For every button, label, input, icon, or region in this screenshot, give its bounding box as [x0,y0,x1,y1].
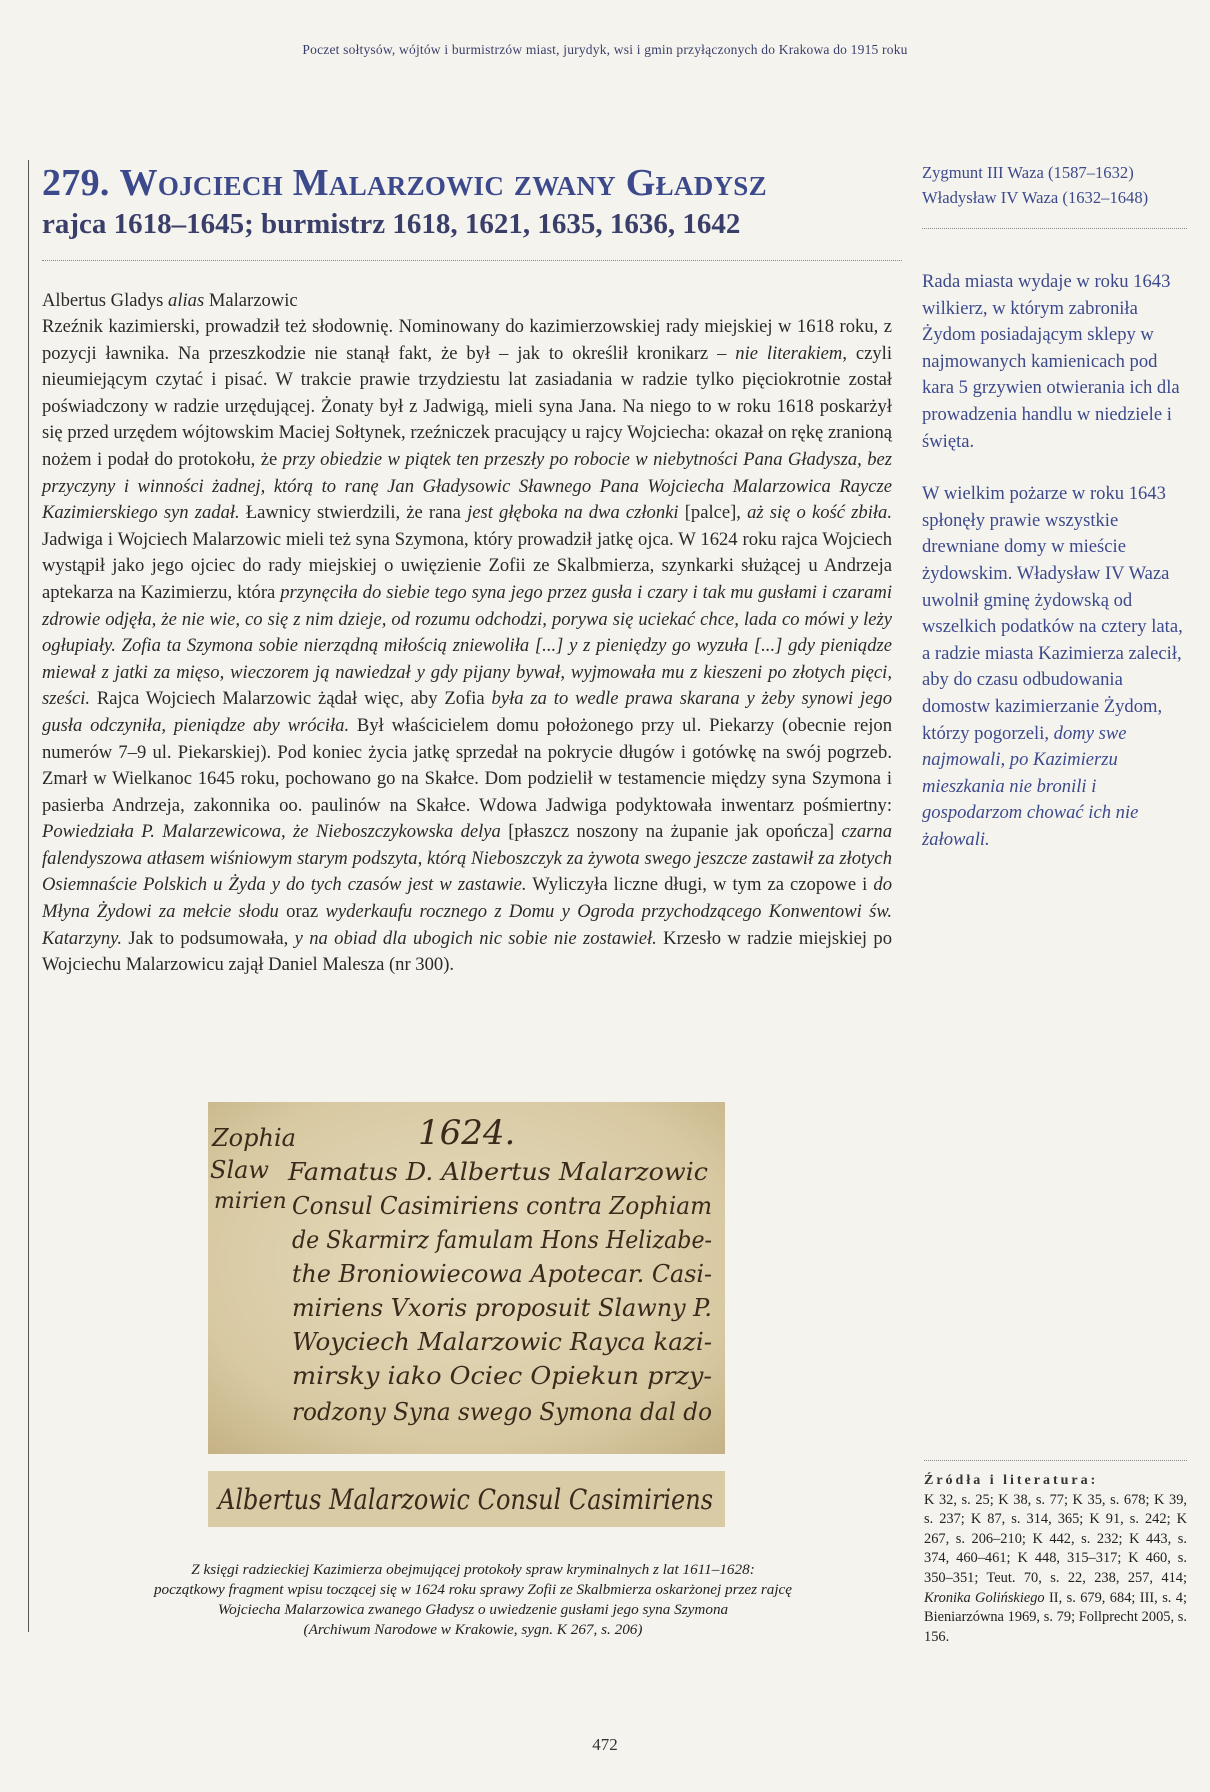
side-column [922,160,1187,853]
body-quote: Powiedziała P. Malarzewicowa, że Nieboszczykowska delya [42,821,501,843]
reign-sigismund: Zygmunt III Waza (1587–1632) [922,163,1134,182]
body-text-span: oraz [278,901,326,923]
latin-name [42,287,892,314]
manuscript-line: Woyciech Malarzowic Rayca kazi- [292,1328,712,1356]
body-quote: do Młyna Żydowi za mełcie słodu [42,874,892,923]
manuscript-line: rodzony Syna swego Symona dal do [292,1398,712,1426]
body-text-span: [płaszcz noszony na żupanie jak opończa] [500,821,842,843]
body-quote: nie literakiem [735,342,843,364]
sources-block [924,1460,1187,1647]
manuscript-line: mirsky iako Ociec Opiekun przy- [292,1362,712,1390]
manuscript-line: Slaw [210,1156,269,1184]
body-text-span: Wyliczyła liczne długi, w tym za czopowe i [526,874,874,896]
body-text-span: Był właścicielem domu położonego przy ul. Piekarzy (obecnie rejon numerów 7–9 ul. Piekarskiej). Pod koniec życia jatkę sprzedał na pokrycie długów i gotówkę na swój pogrzeb. Zmarł w Wielkanoc 1645 roku, pochowano go na Skałce. Dom podzielił w testamencie między syna Szymona i pasierba Andrzeja, zakonnika oo. paulinów na Skałce. Wdowa Jadwiga podyktowała inwentarz pośmiertny: [42,714,892,816]
page-number: 472 [592,1735,618,1754]
figure-caption [118,1560,828,1640]
body-text-span: Rzeźnik kazimierski, prowadził też słodownię. Nominowany do kazimierzowskiej rady miejskiej w 1618 roku, z pozycji ławnika. Na przeszkodzie nie stanął fakt, że był – jak to określił kronikarz – [42,316,892,364]
side-note-quote: domy swe najmowali, po Kazimierzu mieszkania nie bronili i gospodarzom chować ich nie żałowali. [922,722,1139,850]
body-text-span: Jak to podsumowała, [122,927,295,949]
manuscript-line: de Skarmirz famulam Hons Helizabe- [292,1226,712,1254]
body-text-span: Jadwiga i Wojciech Malarzowic mieli też syna Szymona, który prowadził jatkę ojca. W 1624 roku rajca Wojciech wystąpił jako jego ojciec do rady miejskiej o uwięzienie Zofii ze Skalbmierza, szynkarki służącej u Andrzeja aptekarza na Kazimierzu, która [42,528,892,603]
running-head: Poczet sołtysów, wójtów i burmistrzów miast, jurydyk, wsi i gmin przyłączonych do Krakowa do 1915 roku [302,42,908,57]
side-note-wilkierz: Rada miasta wydaje w roku 1643 wilkierz, w którym zabroniła Żydom posiadającym sklepy w najmowanych kamienicach pod kara 5 grzywien otwierania ich dla prowadzenia handlu w niedziele i święta. [922,271,1180,452]
body-quote: była za to wedle prawa skarana y żeby synowi jego gusła odczyniła, pieniądze aby wróciła. [42,688,893,736]
entry-offices: rajca 1618–1645; burmistrz 1618, 1621, 1635, 1636, 1642 [42,208,741,240]
manuscript-strip-line: Albertus Malarzowic Consul Casimiriens [215,1483,713,1516]
manuscript-line: miriens Vxoris proposuit Slawny P. [292,1294,712,1322]
body-quote: y na obiad dla ubogich nic sobie nie zostawieł. [294,927,657,949]
manuscript-image [208,1102,725,1454]
manuscript-line: Zophia [212,1124,296,1152]
side-note-text: W wielkim pożarze w roku 1643 spłonęły prawie wszystkie drewniane domy w mieście żydowskim. Władysław IV Waza uwolnił gminę żydowską od wszelkich podatków na cztery lata, a radzie miasta Kazimierza zalecił, aby do czasu odbudowania domostw kazimierzanie Żydom, którzy pogorzeli, [922,483,1183,744]
main-column [42,160,892,979]
caption-line: (Archiwum Narodowe w Krakowie, sygn. K 267, s. 206) [303,1621,643,1638]
reign-wladyslaw: Władysław IV Waza (1632–1648) [922,188,1149,207]
sources-text [924,1491,1187,1648]
body-quote: przynęciła do siebie tego syna jego przez gusła i czary i tak mu gusłami i czarami zdrowie odjęła, że nie wie, co się z nim dzieje, od rozumu odchodzi, porywa się uciekać chce, lada co mówi y leży ogłupiały. Zofia ta Szymona sobie nierządną miłością zniewoliła [...] y z pieniędzy go wyzuła [...] gdy pieniądze miewał z jatki za mięso, wieczorem ją nawiedzał y gdy pijany bywał, wyjmowała mu z kieszeni po złotych pięci, sześci. [42,581,892,710]
body-text-span: Ławnicy stwierdzili, że rana [239,502,468,524]
sources-heading: Źródła i literatura: [924,1473,1099,1488]
body-quote: przy obiedzie w piątek ten przeszły po robocie w niebytności Pana Gładysza, bez przyczyny i winności żadnej, którą to ranę Jan Gładysowic Sławnego Pana Wojciecha Malarzowica Raycze Kazimierskiego syn zadał. [42,448,892,524]
body-text-span: Rajca Wojciech Malarzowic żądał więc, aby Zofia [90,688,492,710]
entry-title [42,160,892,206]
sources-text-span: K 32, s. 25; K 38, s. 77; K 35, s. 678; K 39, s. 237; K 87, s. 314, 365; K 91, s. 242; K 267, s. 206–210; K 442, s. 232; K 443, s. 374, 460–461; K 448, 315–317; K 460, s. 350–351; Teut. 70, s. 22, 238, 257, 414; [924,1491,1187,1586]
caption-line: początkowy fragment wpisu toczącej się w 1624 roku sprawy Zofii ze Skalbmierza oskarżonej przez rajcę [153,1581,793,1598]
body-text-span: [palce], [678,502,748,524]
body-text-span: Krzesło w radzie miejskiej po Wojciechu Malarzowicu zajął Daniel Malesza (nr 300). [42,927,892,976]
sources-divider [924,1460,1187,1461]
latin-name-alias: alias [168,290,205,311]
body-quote: aż się o kość zbiła. [747,502,892,524]
biography-text [42,314,892,979]
latin-name-part1: Albertus Gladys [42,290,169,311]
body-quote: czarna falendyszowa atłasem wiśniowym starym podszyta, którą Nieboszczyk za żywota swego jeszcze zastawił za złotych Osiemnaście Polskich u Żyda y do tych czasów jest w zastawie. [42,821,892,896]
body-quote: wyderkaufu rocznego z Domu y Ogroda przychodzącego Konwentowi św. Katarzyny. [42,901,892,949]
title-divider [42,260,902,261]
side-divider [922,228,1187,229]
entry-name: Wojciech Malarzowic zwany Gładysz [119,162,767,204]
manuscript-strip-image [208,1471,725,1527]
side-note-fire [922,481,1187,853]
entry-number: 279. [42,162,110,204]
caption-line: Wojciecha Malarzowica zwanego Gładysz o uwiedzenie gusłami jego syna Szymona [217,1601,729,1618]
caption-line: Z księgi radzieckiej Kazimierza obejmującej protokoły spraw kryminalnych z lat 1611–1628: [191,1561,755,1578]
body-quote: jest głęboka na dwa członki [467,502,679,524]
manuscript-line: 1624. [418,1113,516,1153]
manuscript-line: the Broniowiecowa Apotecar. Casi- [292,1260,712,1288]
manuscript-line: Famatus D. Albertus Malarzowic [286,1158,708,1186]
left-vertical-rule [28,160,29,1632]
body-text-span: , czyli nieumiejącym czytać i pisać. W trakcie prawie trzydziestu lat zasiadania w radzie tylko pięciokrotnie został poświadczony w radzie urzędującej. Żonaty był z Jadwigą, mieli syna Jana. Na niego to w roku 1618 poskarżył się przed urzędem wójtowskim Maciej Sołtynek, rzeźniczek pracujący u rajcy Wojciecha: okazał on rękę zranioną nożem i podał do protokołu, że [42,342,893,470]
latin-name-part2: Malarzowic [204,290,298,311]
manuscript-line: Consul Casimiriens contra Zophiam [292,1192,712,1220]
sources-text-italic: Kronika Golińskiego [924,1589,1045,1606]
manuscript-line: mirien [214,1189,287,1214]
sources-text-span: II, s. 679, 684; III, s. 4; Bieniarzówna 1969, s. 79; Follprecht 2005, s. 156. [924,1589,1187,1645]
